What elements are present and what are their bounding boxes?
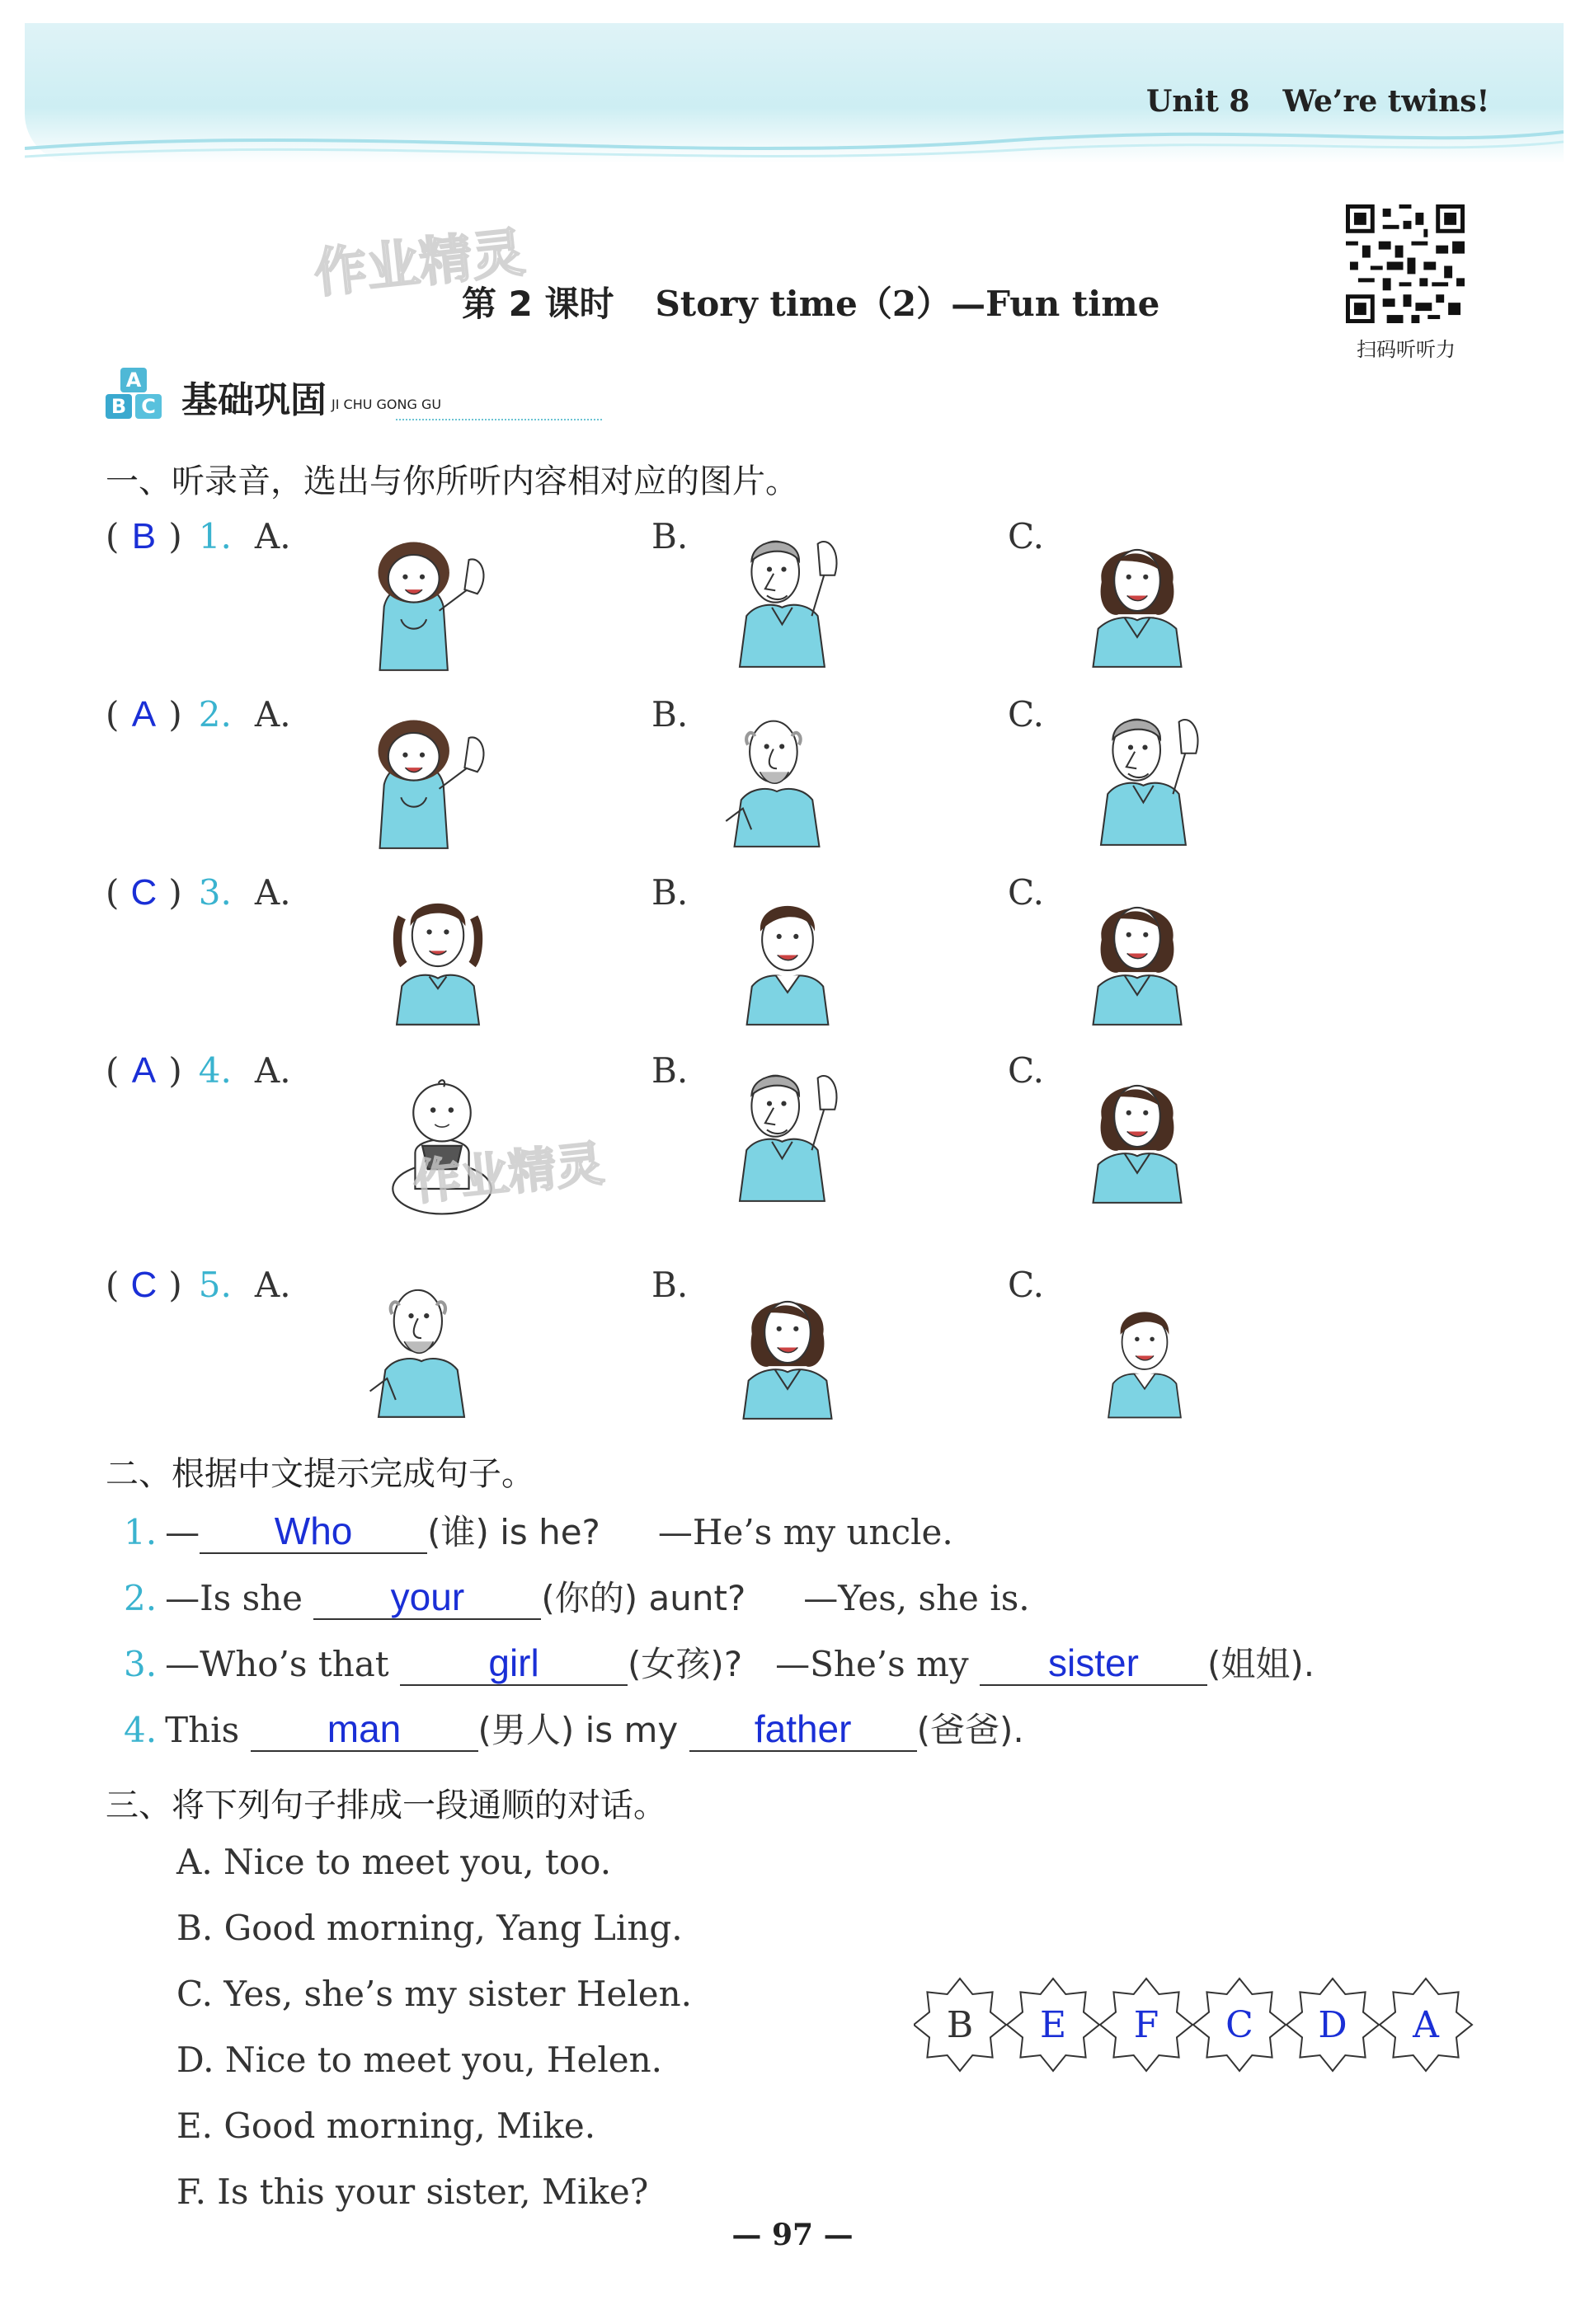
blank-answer[interactable]: girl bbox=[400, 1641, 628, 1686]
watermark: 作业精灵 bbox=[311, 222, 528, 306]
option-label: C. bbox=[1008, 694, 1044, 735]
sentence-text: (你的) aunt? bbox=[541, 1578, 746, 1618]
girl-waving-picture[interactable] bbox=[340, 704, 505, 852]
woman-picture[interactable] bbox=[1075, 1059, 1199, 1207]
fill-sentence-4 bbox=[124, 1703, 1024, 1753]
woman-picture[interactable] bbox=[1075, 880, 1199, 1029]
option-label: B. bbox=[651, 1265, 689, 1305]
sentence-text: —Who’s that bbox=[165, 1644, 389, 1684]
item-number: 2. bbox=[124, 1578, 158, 1618]
option-label: A. bbox=[254, 872, 291, 913]
section-heading bbox=[106, 368, 441, 425]
sentence-text: —She’s my bbox=[775, 1644, 969, 1684]
watermark: 作业精灵 bbox=[410, 1135, 607, 1211]
option-label: C. bbox=[1008, 516, 1044, 556]
dialogue-sentence: F. Is this your sister, Mike? bbox=[176, 2171, 649, 2212]
boy-picture[interactable] bbox=[1087, 1289, 1202, 1421]
question-5: ( C ) 5. A. bbox=[106, 1265, 291, 1305]
sentence-text: —He’s my uncle. bbox=[657, 1512, 953, 1552]
dialogue-sentence: C. Yes, she’s my sister Helen. bbox=[176, 1974, 693, 2014]
question-number: 4. bbox=[198, 1050, 232, 1091]
question-number: 3. bbox=[198, 872, 232, 913]
answer-1[interactable]: B bbox=[131, 516, 157, 556]
blank-answer[interactable]: father bbox=[689, 1707, 917, 1752]
man-waving-picture[interactable] bbox=[714, 523, 854, 671]
abc-blocks-icon: A B C bbox=[106, 368, 172, 425]
blank-answer[interactable]: Who bbox=[200, 1509, 427, 1554]
lesson-name: Story time（2）—Fun time bbox=[655, 284, 1160, 324]
woman-picture[interactable] bbox=[1075, 523, 1199, 671]
dialogue-sentence: E. Good morning, Mike. bbox=[176, 2106, 596, 2146]
option-label: A. bbox=[254, 694, 291, 735]
question-number: 1. bbox=[198, 516, 232, 556]
fill-sentence-1 bbox=[124, 1505, 953, 1555]
question-number: 2. bbox=[198, 694, 232, 735]
option-label: B. bbox=[651, 516, 689, 556]
question-3: ( C ) 3. A. bbox=[106, 872, 291, 913]
lesson-title bbox=[462, 277, 1159, 326]
dialogue-sentence: B. Good morning, Yang Ling. bbox=[176, 1908, 683, 1948]
part2-heading: 二、根据中文提示完成句子。 bbox=[106, 1455, 534, 1493]
option-label: B. bbox=[651, 872, 689, 913]
sentence-text: (男人) is my bbox=[477, 1710, 679, 1750]
grandpa-picture[interactable] bbox=[351, 1271, 491, 1421]
option-label: C. bbox=[1008, 1265, 1044, 1305]
question-number: 5. bbox=[198, 1265, 232, 1305]
woman-picture[interactable] bbox=[726, 1275, 849, 1423]
section-divider bbox=[396, 419, 602, 420]
lesson-number: 第 2 课时 bbox=[462, 284, 614, 324]
sentence-text: —Yes, she is. bbox=[803, 1578, 1030, 1618]
sentence-text: (爸爸). bbox=[916, 1710, 1024, 1750]
answer-4[interactable]: A bbox=[131, 1050, 157, 1091]
qr-caption: 扫码听听力 bbox=[1357, 338, 1456, 361]
blank-answer[interactable]: sister bbox=[980, 1641, 1207, 1686]
unit-title bbox=[1146, 84, 1522, 119]
fill-sentence-3 bbox=[124, 1637, 1315, 1687]
sentence-text: (姐姐). bbox=[1206, 1644, 1315, 1684]
part3-heading: 三、将下列句子排成一段通顺的对话。 bbox=[106, 1786, 666, 1824]
header-wave bbox=[25, 124, 1564, 173]
grandpa-picture[interactable] bbox=[711, 702, 843, 851]
sentence-text: This bbox=[165, 1710, 240, 1750]
answer-2[interactable]: A bbox=[131, 694, 157, 735]
sentence-text: (谁) is he? bbox=[427, 1512, 600, 1552]
question-1: ( B ) 1. A. bbox=[106, 516, 291, 556]
question-4: ( A ) 4. A. bbox=[106, 1050, 291, 1091]
sentence-text: (女孩)? bbox=[628, 1644, 743, 1684]
unit-number: Unit 8 bbox=[1146, 84, 1250, 119]
part1-heading: 一、听录音，选出与你所听内容相对应的图片。 bbox=[106, 462, 798, 500]
question-2: ( A ) 2. A. bbox=[106, 694, 291, 735]
order-letter[interactable]: B bbox=[946, 2004, 974, 2046]
sentence-text: — bbox=[165, 1512, 200, 1552]
order-letter[interactable]: D bbox=[1318, 2004, 1347, 2046]
item-number: 4. bbox=[124, 1710, 158, 1750]
fill-sentence-2 bbox=[124, 1571, 1030, 1621]
option-label: A. bbox=[254, 1265, 291, 1305]
dialogue-sentence: A. Nice to meet you, too. bbox=[176, 1842, 612, 1882]
page-number: — 97 — bbox=[731, 2218, 854, 2252]
unit-name: We’re twins! bbox=[1282, 84, 1490, 119]
option-label: C. bbox=[1008, 1050, 1044, 1091]
option-label: A. bbox=[254, 516, 291, 556]
boy-picture[interactable] bbox=[726, 880, 849, 1029]
order-letter[interactable]: C bbox=[1225, 2004, 1253, 2046]
girl-waving-picture[interactable] bbox=[340, 526, 505, 674]
answer-5[interactable]: C bbox=[130, 1265, 158, 1305]
blank-answer[interactable]: your bbox=[313, 1575, 541, 1620]
girl-pigtails-picture[interactable] bbox=[376, 879, 500, 1029]
section-title: 基础巩固 bbox=[181, 379, 327, 421]
blank-answer[interactable]: man bbox=[251, 1707, 478, 1752]
order-answer-stars bbox=[914, 1975, 1474, 2074]
option-label: B. bbox=[651, 694, 689, 735]
option-label: C. bbox=[1008, 872, 1044, 913]
item-number: 3. bbox=[124, 1644, 158, 1684]
section-pinyin: JI CHU GONG GU bbox=[332, 396, 442, 412]
option-label: A. bbox=[254, 1050, 291, 1091]
man-waving-picture[interactable] bbox=[714, 1057, 854, 1205]
sentence-text: —Is she bbox=[165, 1578, 303, 1618]
dialogue-sentence: D. Nice to meet you, Helen. bbox=[176, 2040, 663, 2080]
qr-code-icon[interactable] bbox=[1346, 204, 1465, 323]
item-number: 1. bbox=[124, 1512, 158, 1552]
order-letter[interactable]: F bbox=[1133, 2004, 1159, 2046]
man-waving-picture[interactable] bbox=[1075, 701, 1216, 849]
order-letter[interactable]: E bbox=[1039, 2004, 1067, 2046]
option-label: B. bbox=[651, 1050, 689, 1091]
order-letter[interactable]: A bbox=[1413, 2004, 1439, 2046]
answer-3[interactable]: C bbox=[130, 872, 158, 913]
